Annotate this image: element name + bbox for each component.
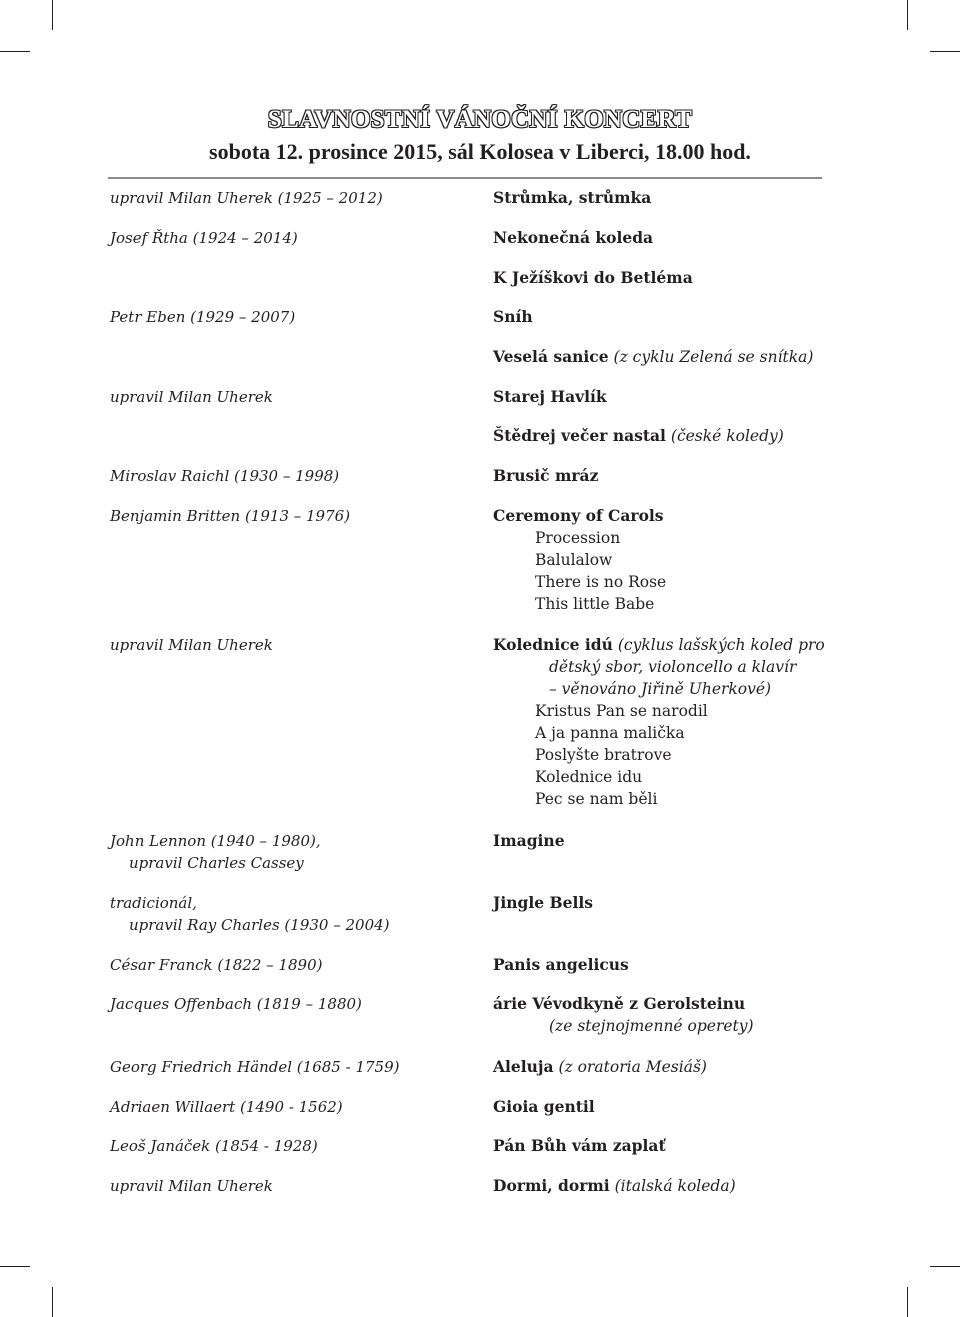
program-item: Dormi, dormi (italská koleda) (493, 1176, 736, 1195)
program-item: K Ježíškovi do Betléma (493, 268, 693, 287)
program-part: Kolednice idu (535, 768, 643, 786)
program-item: Jingle Bells (493, 893, 593, 912)
program-item: Brusič mráz (493, 466, 599, 485)
composer: César Franck (1822 – 1890) (110, 956, 323, 974)
program-item: Sníh (493, 307, 533, 326)
program-part: Procession (535, 529, 621, 547)
program-item: Gioia gentil (493, 1097, 595, 1116)
composer: upravil Milan Uherek (110, 388, 273, 406)
composer: upravil Milan Uherek (110, 1177, 273, 1195)
crop-mark (930, 1266, 960, 1267)
crop-mark (52, 1287, 53, 1317)
program-item: Starej Havlík (493, 387, 607, 406)
crop-mark (930, 51, 960, 52)
program-item: árie Vévodkyně z Gerolsteinu (ze stejnojmenné operety) (493, 994, 754, 1035)
program-item: Panis angelicus (493, 955, 629, 974)
program-note: – věnováno Jiřině Uherkové) (549, 680, 772, 698)
program-item: Strůmka, strůmka (493, 188, 652, 207)
crop-mark (907, 1287, 908, 1317)
composer: Georg Friedrich Händel (1685 - 1759) (110, 1058, 400, 1076)
program-part: Kristus Pan se narodil (535, 702, 708, 720)
composer: Leoš Janáček (1854 - 1928) (110, 1137, 318, 1155)
crop-mark (0, 1266, 30, 1267)
crop-mark (52, 0, 53, 30)
page-title: SLAVNOSTNÍ VÁNOČNÍ KONCERT (267, 106, 693, 133)
composer: Josef Řtha (1924 – 2014) (110, 229, 298, 247)
program-part: Poslyšte bratrove (535, 746, 672, 764)
program-note: (ze stejnojmenné operety) (549, 1017, 754, 1035)
composer: Jacques Offenbach (1819 – 1880) (110, 995, 362, 1013)
program-item: Aleluja (z oratoria Mesiáš) (493, 1057, 707, 1076)
program-item: Imagine (493, 831, 565, 850)
program-part: There is no Rose (535, 573, 667, 591)
crop-mark (0, 51, 30, 52)
program-part: This little Babe (535, 595, 655, 613)
program-item: Pán Bůh vám zaplať (493, 1136, 666, 1155)
composer: upravil Milan Uherek (1925 – 2012) (110, 189, 383, 207)
composer: Petr Eben (1929 – 2007) (110, 308, 296, 326)
program-item: Nekonečná koleda (493, 228, 654, 247)
composer: John Lennon (1940 – 1980), upravil Charles Cassey (110, 832, 321, 872)
composer: tradicionál, upravil Ray Charles (1930 – 2004) (110, 894, 390, 934)
program-item: Veselá sanice (z cyklu Zelená se snítka) (493, 347, 814, 366)
crop-mark (907, 0, 908, 30)
program-item: Štědrej večer nastal (české koledy) (493, 426, 784, 445)
program-item: Kolednice idú (cyklus lašských koled pro dětský sbor, violoncello a klavír – věnováno Jiřině Uherkové) Kristus Pan se narodil A ja panna malička Poslyšte bratrove Kolednice idu Pec se nam běli (493, 635, 825, 808)
program-note: dětský sbor, violoncello a klavír (549, 658, 797, 676)
composer: upravil Milan Uherek (110, 636, 273, 654)
program-part: A ja panna malička (535, 724, 685, 742)
composer: Miroslav Raichl (1930 – 1998) (110, 467, 340, 485)
program-part: Balulalow (535, 551, 613, 569)
program-part: Pec se nam běli (535, 790, 658, 808)
composer: Benjamin Britten (1913 – 1976) (110, 507, 351, 525)
divider (108, 177, 822, 179)
program-item: Ceremony of Carols Procession Balulalow There is no Rose This little Babe (493, 506, 667, 613)
page-subtitle: sobota 12. prosince 2015, sál Kolosea v Liberci, 18.00 hod. (209, 139, 751, 164)
composer: Adriaen Willaert (1490 - 1562) (110, 1098, 343, 1116)
